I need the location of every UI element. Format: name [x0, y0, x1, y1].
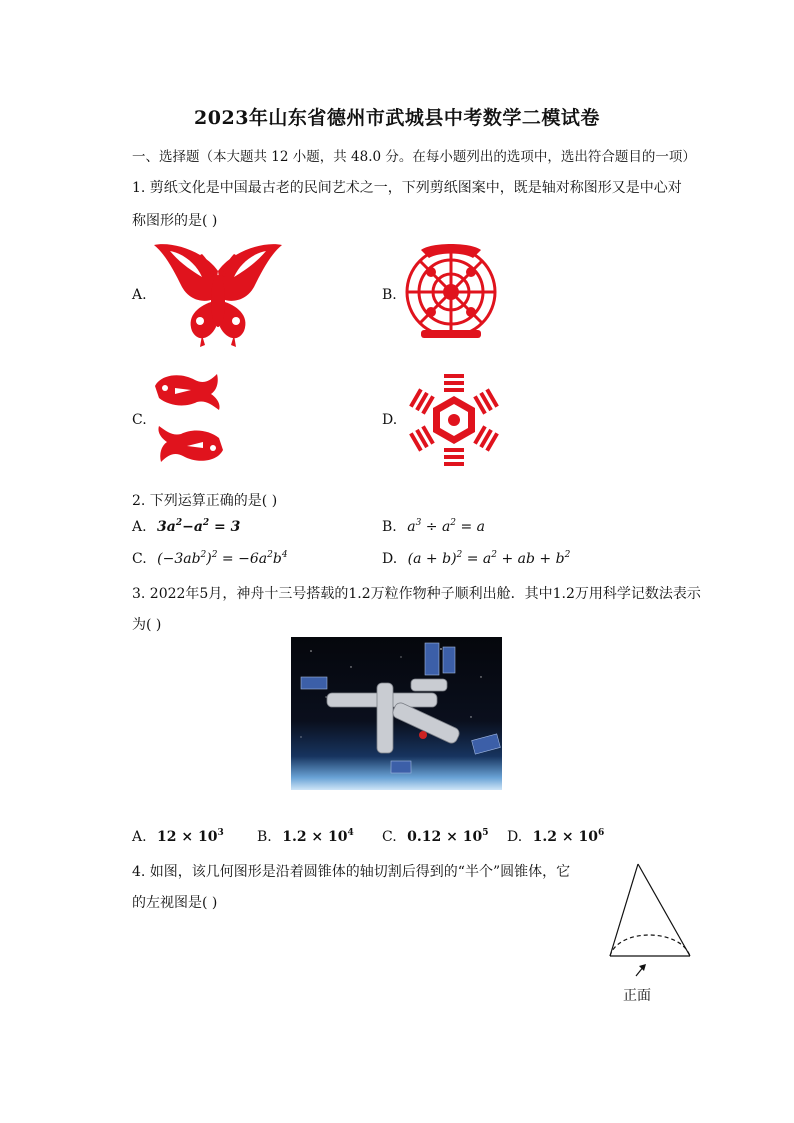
q3-option-a-expression: $12 \times 10^3$	[157, 828, 224, 845]
q2-option-d-expression: $(a + b)^2 = a^2$ + ab + $b^2$	[407, 550, 571, 567]
q3-option-c	[382, 829, 488, 845]
q2-option-a-expression: $3a^2-a^2 = 3$	[157, 518, 241, 535]
q2-option-a	[132, 519, 240, 535]
hexagram-papercut-icon	[404, 370, 504, 470]
q1-option-c-label: C.	[132, 412, 147, 428]
q2-stem: 2. 下列运算正确的是( )	[132, 493, 278, 509]
q2-option-d-label: D.	[382, 551, 398, 567]
q2-option-b	[382, 519, 485, 535]
q1-option-d-label: D.	[382, 412, 398, 428]
q2-option-c-expression: $(-3ab^2)^2 = -6a^2b^4$	[157, 550, 288, 567]
q1-option-a-label: A.	[132, 287, 147, 303]
q4-stem-line2: 的左视图是( )	[132, 895, 218, 911]
q3-option-b	[257, 829, 354, 845]
butterfly-papercut-icon	[152, 241, 284, 349]
q2-option-a-label: A.	[132, 519, 147, 535]
q3-option-d	[507, 829, 604, 845]
q1-option-b-label: B.	[382, 287, 397, 303]
q2-option-c-label: C.	[132, 551, 147, 567]
q3-option-a	[132, 829, 224, 845]
twin-fish-papercut-icon	[151, 368, 227, 468]
q3-option-d-label: D.	[507, 829, 523, 845]
q3-stem-line1: 3. 2022年5月，神舟十三号搭载的1.2万粒作物种子顺利出舱．其中1.2万用科学记数法表示	[132, 586, 701, 602]
paper-title: 2023年山东省德州市武城县中考数学二模试卷	[194, 107, 600, 129]
q2-option-d	[382, 551, 570, 567]
section-heading: 一、选择题（本大题共 12 小题，共 48.0 分。在每小题列出的选项中，选出符合题目的一项）	[132, 149, 696, 165]
q3-stem-line2: 为( )	[132, 617, 162, 633]
q3-option-c-label: C.	[382, 829, 397, 845]
q3-option-b-label: B.	[257, 829, 272, 845]
q3-option-b-expression: $1.2 \times 10^4$	[282, 828, 354, 845]
q3-option-c-expression: $0.12 \times 10^5$	[407, 828, 489, 845]
q2-option-b-label: B.	[382, 519, 397, 535]
q3-option-d-expression: $1.2 \times 10^6$	[532, 828, 605, 845]
q3-option-a-label: A.	[132, 829, 147, 845]
q4-stem-line1: 4. 如图，该几何图形是沿着圆锥体的轴切割后得到的“半个”圆锥体，它	[132, 864, 571, 880]
half-cone-figure	[600, 858, 700, 980]
q2-option-b-expression: $a^3 \div a^2 = a$	[407, 518, 486, 535]
q2-option-c	[132, 551, 288, 567]
front-view-label: 正面	[623, 988, 651, 1004]
round-papercut-icon	[401, 242, 501, 340]
q1-stem-line1: 1. 剪纸文化是中国最古老的民间艺术之一，下列剪纸图案中，既是轴对称图形又是中心对	[132, 180, 682, 196]
q1-stem-line2: 称图形的是( )	[132, 213, 218, 229]
space-station-photo	[291, 637, 502, 790]
